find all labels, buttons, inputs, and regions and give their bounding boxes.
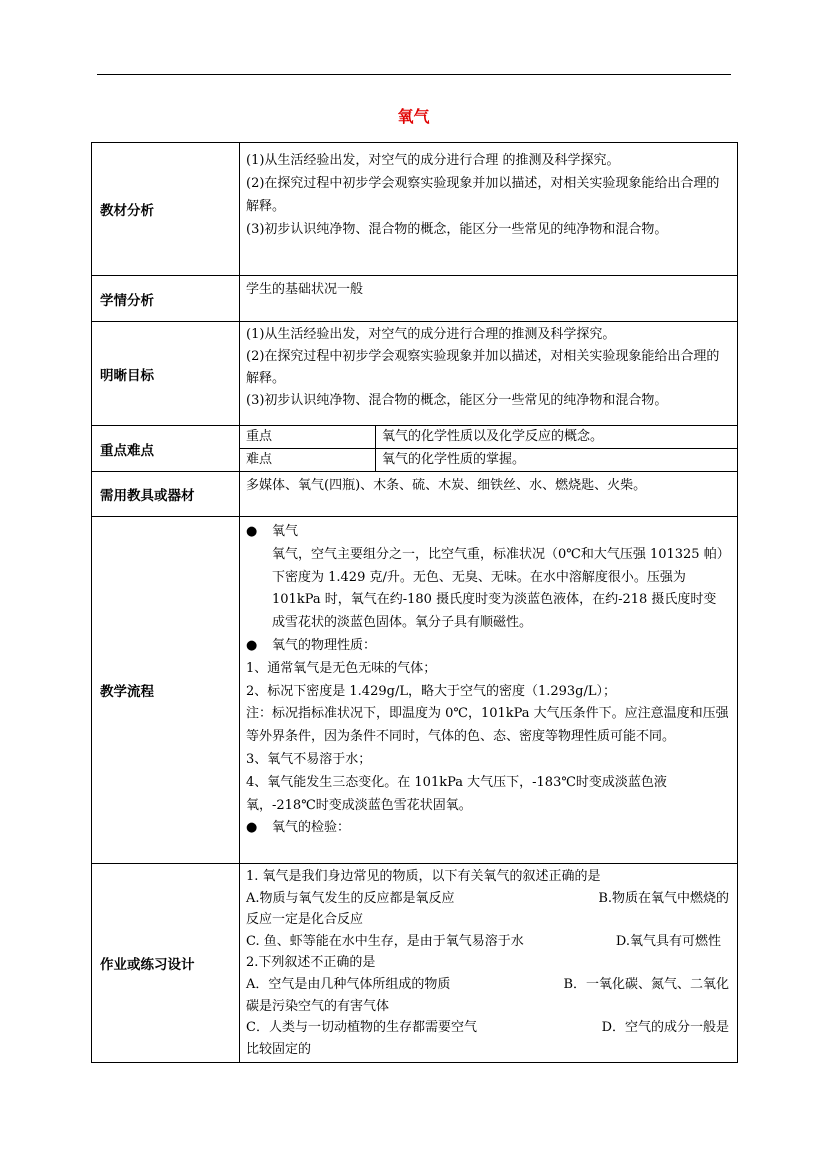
label-xueqing: 学情分析: [92, 276, 240, 322]
bullet-test-text: 氧气的检验：: [272, 820, 351, 836]
row-zuoye: [92, 864, 738, 1063]
property-note: 注：标况指标准状况下，即温度为 0℃，101kPa 大气压条件下。应注意温度和压强等外界条件，因为条件不同时，气体的色、态、密度等物理性质可能不同。: [246, 706, 729, 745]
bullet-test: [246, 817, 729, 840]
q1-option-b-cont: 反应一定是化合反应: [246, 912, 364, 928]
label-jiaoju: 需用教具或器材: [92, 472, 240, 517]
property-item-4: 4、氧气能发生三态变化。在 101kPa 大气压下，-183℃时变成淡蓝色液氧，-218℃时变成淡蓝色雪花状固氧。: [246, 774, 667, 813]
q2-option-b-cont: 碳是污染空气的有害气体: [246, 998, 390, 1014]
mubiao-line-3: (3)初步认识纯净物、混合物的概念，能区分一些常见的纯净物和混合物。: [246, 393, 668, 408]
row-mubiao: [92, 322, 738, 426]
jiaoju-text: 多媒体、氧气(四瓶)、木条、硫、木炭、细铁丝、水、燃烧匙、火柴。: [246, 478, 647, 493]
mubiao-line-1: (1)从生活经验出发，对空气的成分进行合理的推测及科学探究。: [246, 327, 616, 342]
content-xueqing: [240, 276, 738, 322]
key-point-label: 重点: [240, 426, 376, 449]
bullet-oxygen: [246, 521, 729, 544]
bullet-physical-text: 氧气的物理性质：: [272, 637, 377, 653]
q2-options-ab: [246, 974, 729, 996]
bullet-oxygen-text: 氧气: [272, 524, 299, 539]
lesson-plan-table: [91, 142, 738, 1063]
content-jiaocai: [240, 143, 738, 276]
q1-option-c: C. 鱼、虾等能在水中生存，是由于氧气易溶于水: [246, 933, 524, 949]
q1-option-a: A.物质与氧气发生的反应都是氧反应: [246, 890, 455, 906]
label-zuoye: 作业或练习设计: [92, 864, 240, 1063]
label-mubiao: 明晰目标: [92, 322, 240, 426]
row-liucheng: [92, 517, 738, 864]
label-liucheng: 教学流程: [92, 517, 240, 864]
label-zhongdian: 重点难点: [92, 426, 240, 472]
oxygen-description: 氧气，空气主要组分之一，比空气重，标准状况（0℃和大气压强 101325 帕）下密度为 1.429 克/升。无色、无臭、无味。在水中溶解度很小。压强为 101kPa 时，氧气在约-180 摄氏度时变为淡蓝色液体，在约-218 摄氏度时变成雪花状的淡蓝色固体。氧分子具有顺磁性。: [272, 546, 724, 631]
q2-option-b: B．一氧化碳、氮气、二氧化: [563, 976, 730, 992]
bullet-dot-icon: ●: [246, 637, 258, 653]
document-title: 氧气: [397, 107, 430, 126]
difficulty-text: 氧气的化学性质的掌握。: [376, 449, 738, 472]
q2-option-a: A．空气是由几种气体所组成的物质: [246, 976, 451, 992]
jiaocai-line-2: (2)在探究过程中初步学会观察实验现象并加以描述，对相关实验现象能给出合理的解释。: [246, 176, 720, 214]
bullet-dot-icon: ●: [246, 820, 258, 836]
content-zuoye: [240, 864, 738, 1063]
key-point-text: 氧气的化学性质以及化学反应的概念。: [376, 426, 738, 449]
header-rule: [97, 74, 731, 75]
label-jiaocai: 教材分析: [92, 143, 240, 276]
jiaocai-line-1: (1)从生活经验出发，对空气的成分进行合理 的推测及科学探究。: [246, 153, 620, 168]
q1-option-b: B.物质在氧气中燃烧的: [598, 890, 730, 906]
question-2: 2.下列叙述不正确的是: [246, 955, 376, 971]
content-jiaoju: [240, 472, 738, 517]
q2-option-d: D．空气的成分一般是: [601, 1020, 730, 1036]
property-item-3: 3、氧气不易溶于水；: [246, 751, 372, 767]
row-jiaoju: [92, 472, 738, 517]
q2-options-cd: [246, 1017, 729, 1039]
difficulty-label: 难点: [240, 449, 376, 472]
mubiao-line-2: (2)在探究过程中初步学会观察实验现象并加以描述，对相关实验现象能给出合理的解释。: [246, 349, 720, 386]
bullet-physical: [246, 635, 729, 658]
row-xueqing: [92, 276, 738, 322]
row-jiaocai: [92, 143, 738, 276]
q1-options-cd: [246, 931, 729, 953]
q2-option-d-cont: 比较固定的: [246, 1041, 312, 1057]
xueqing-text: 学生的基础状况一般: [246, 282, 364, 297]
content-liucheng: [240, 517, 738, 864]
q1-option-d: D.氧气具有可燃性: [615, 933, 722, 949]
bullet-dot-icon: ●: [246, 524, 258, 539]
q1-options-ab: [246, 888, 729, 910]
property-item-2: 2、标况下密度是 1.429g/L，略大于空气的密度（1.293g/L）；: [246, 683, 617, 699]
property-item-1: 1、通常氧气是无色无味的气体；: [246, 660, 437, 676]
content-mubiao: [240, 322, 738, 426]
question-1: 1. 氧气是我们身边常见的物质，以下有关氧气的叙述正确的是: [246, 869, 601, 884]
jiaocai-line-3: (3)初步认识纯净物、混合物的概念，能区分一些常见的纯净物和混合物。: [246, 222, 668, 237]
row-zhongdian-key: [92, 426, 738, 449]
q2-option-c: C．人类与一切动植物的生存都需要空气: [246, 1020, 477, 1036]
